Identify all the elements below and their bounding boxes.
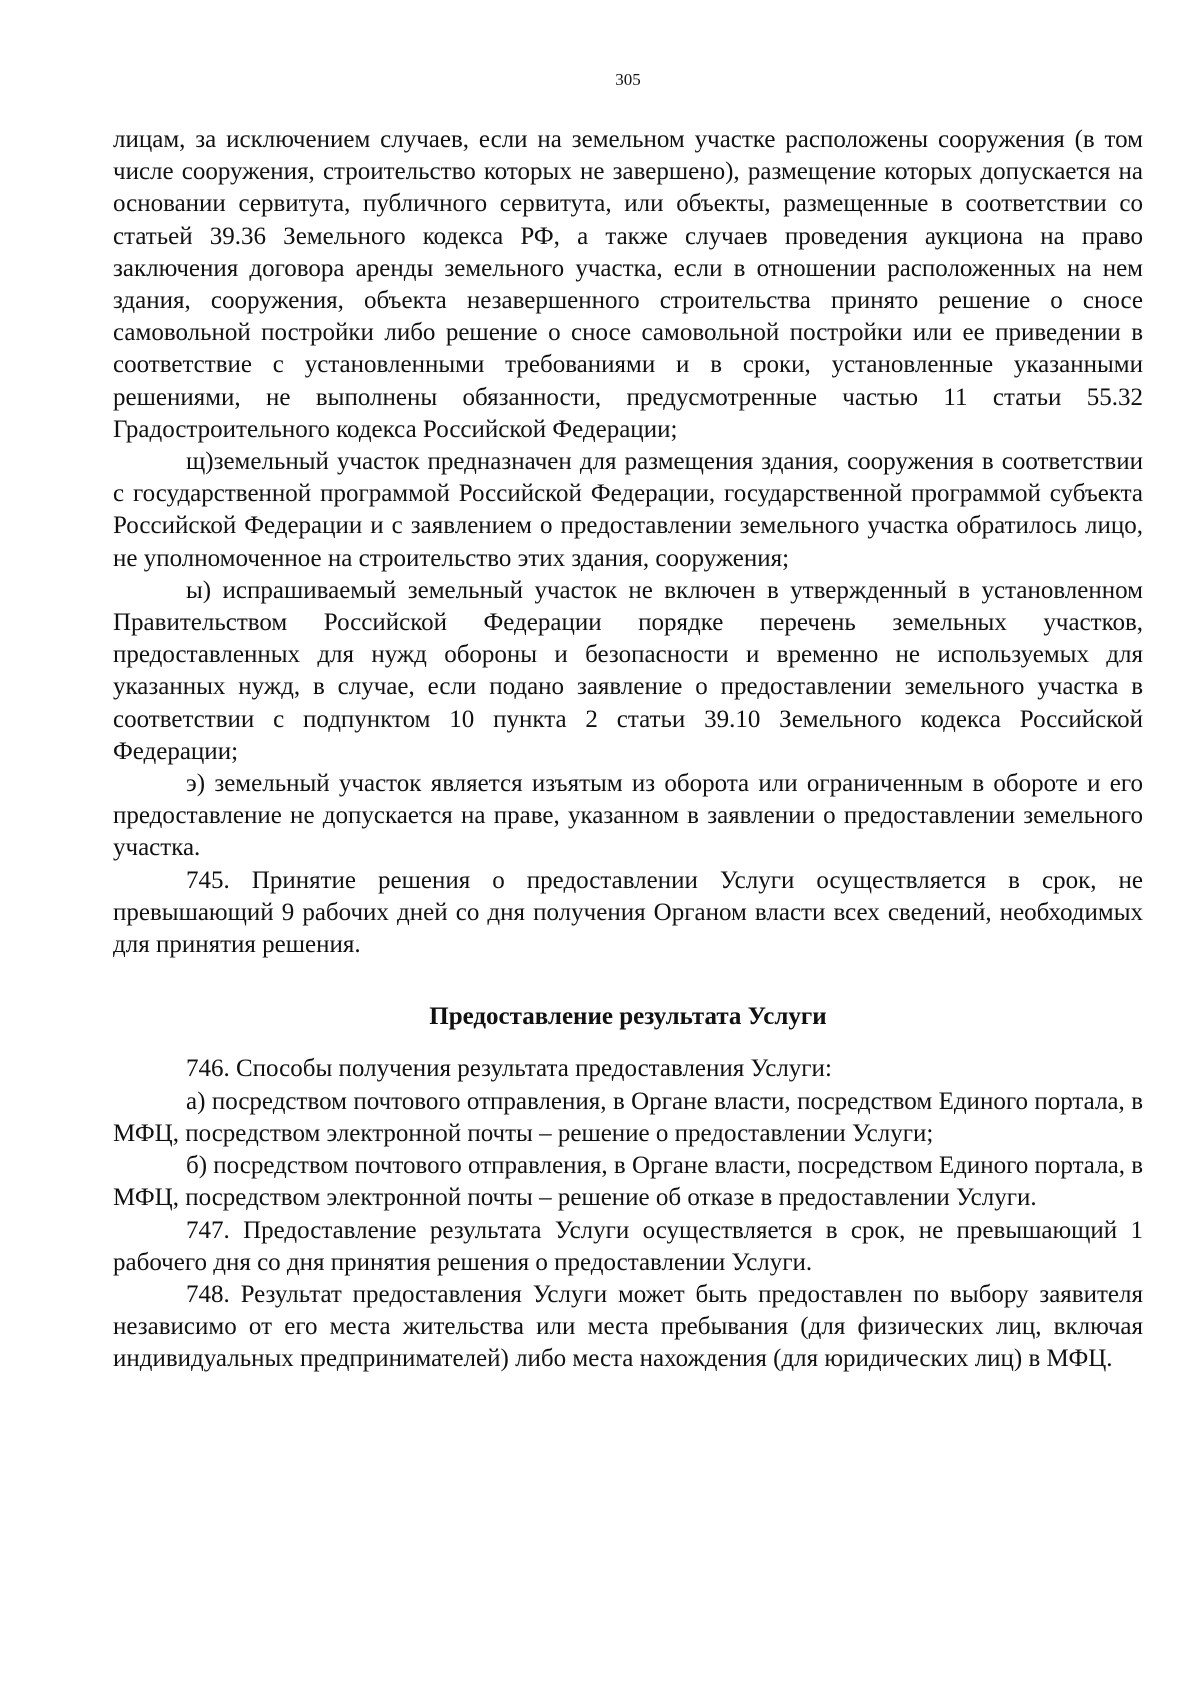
section-heading: Предоставление результата Услуги (429, 1003, 827, 1031)
page-number: 305 (615, 70, 641, 89)
paragraph-continuation: лицам, за исключением случаев, если на земельном участке расположены сооружения (в том числе сооружения, строительство которых не завершено), размещение которых допускается на основании сервитута, публичного сервитута, или объекты, размещенные в соответствии со статьей 39.36 Земельного кодекса РФ, а также случаев проведения аукциона на право заключения договора аренды земельного участка, если в отношении расположенных на нем здания, сооружения, объекта незавершенного строительства принято решение о сносе самовольной постройки либо решение о сносе самовольной постройки или ее приведении в соответствие с установленными требованиями и в сроки, установленные указанными решениями, не выполнены обязанности, предусмотренные частью 11 статьи 55.32 Градостроительного кодекса Российской Федерации; (113, 126, 1143, 443)
paragraph-745: 745. Принятие решения о предоставлении Услуги осуществляется в срок, не превышающий 9 рабочих дней со дня получения Органом власти всех сведений, необходимых для принятия решения. (113, 866, 1143, 959)
paragraph-747: 747. Предоставление результата Услуги осуществляется в срок, не превышающий 1 рабочего дня со дня принятия решения о предоставлении Услуги. (113, 1216, 1143, 1276)
paragraph-item-y: ы) испрашиваемый земельный участок не включен в утвержденный в установленном Правительством Российской Федерации порядке перечень земельных участков, предоставленных для нужд обороны и безопасности и временно не используемых для указанных нужд, в случае, если подано заявление о предоставлении земельного участка в соответствии с подпунктом 10 пункта 2 статьи 39.10 Земельного кодекса Российской Федерации; (113, 576, 1143, 765)
document-body (113, 124, 1143, 1376)
paragraph-746-a: а) посредством почтового отправления, в Органе власти, посредством Единого портала, в МФЦ, посредством электронной почты – решение о предоставлении Услуги; (113, 1087, 1143, 1147)
paragraph-item-e: э) земельный участок является изъятым из оборота или ограниченным в обороте и его предоставление не допускается на праве, указанном в заявлении о предоставлении земельного участка. (113, 770, 1143, 862)
paragraph-746-b: б) посредством почтового отправления, в Органе власти, посредством Единого портала, в МФЦ, посредством электронной почты – решение об отказе в предоставлении Услуги. (113, 1152, 1143, 1212)
paragraph-item-shcha: щ)земельный участок предназначен для размещения здания, сооружения в соответствии с государственной программой Российской Федерации, государственной программой субъекта Российской Федерации и с заявлением о предоставлении земельного участка обратилось лицо, не уполномоченное на строительство этих здания, сооружения; (113, 448, 1143, 572)
paragraph-748: 748. Результат предоставления Услуги может быть предоставлен по выбору заявителя независимо от его места жительства или места пребывания (для физических лиц, включая индивидуальных предпринимателей) либо места нахождения (для юридических лиц) в МФЦ. (113, 1280, 1143, 1373)
paragraph-746: 746. Способы получения результата предоставления Услуги: (186, 1055, 832, 1083)
